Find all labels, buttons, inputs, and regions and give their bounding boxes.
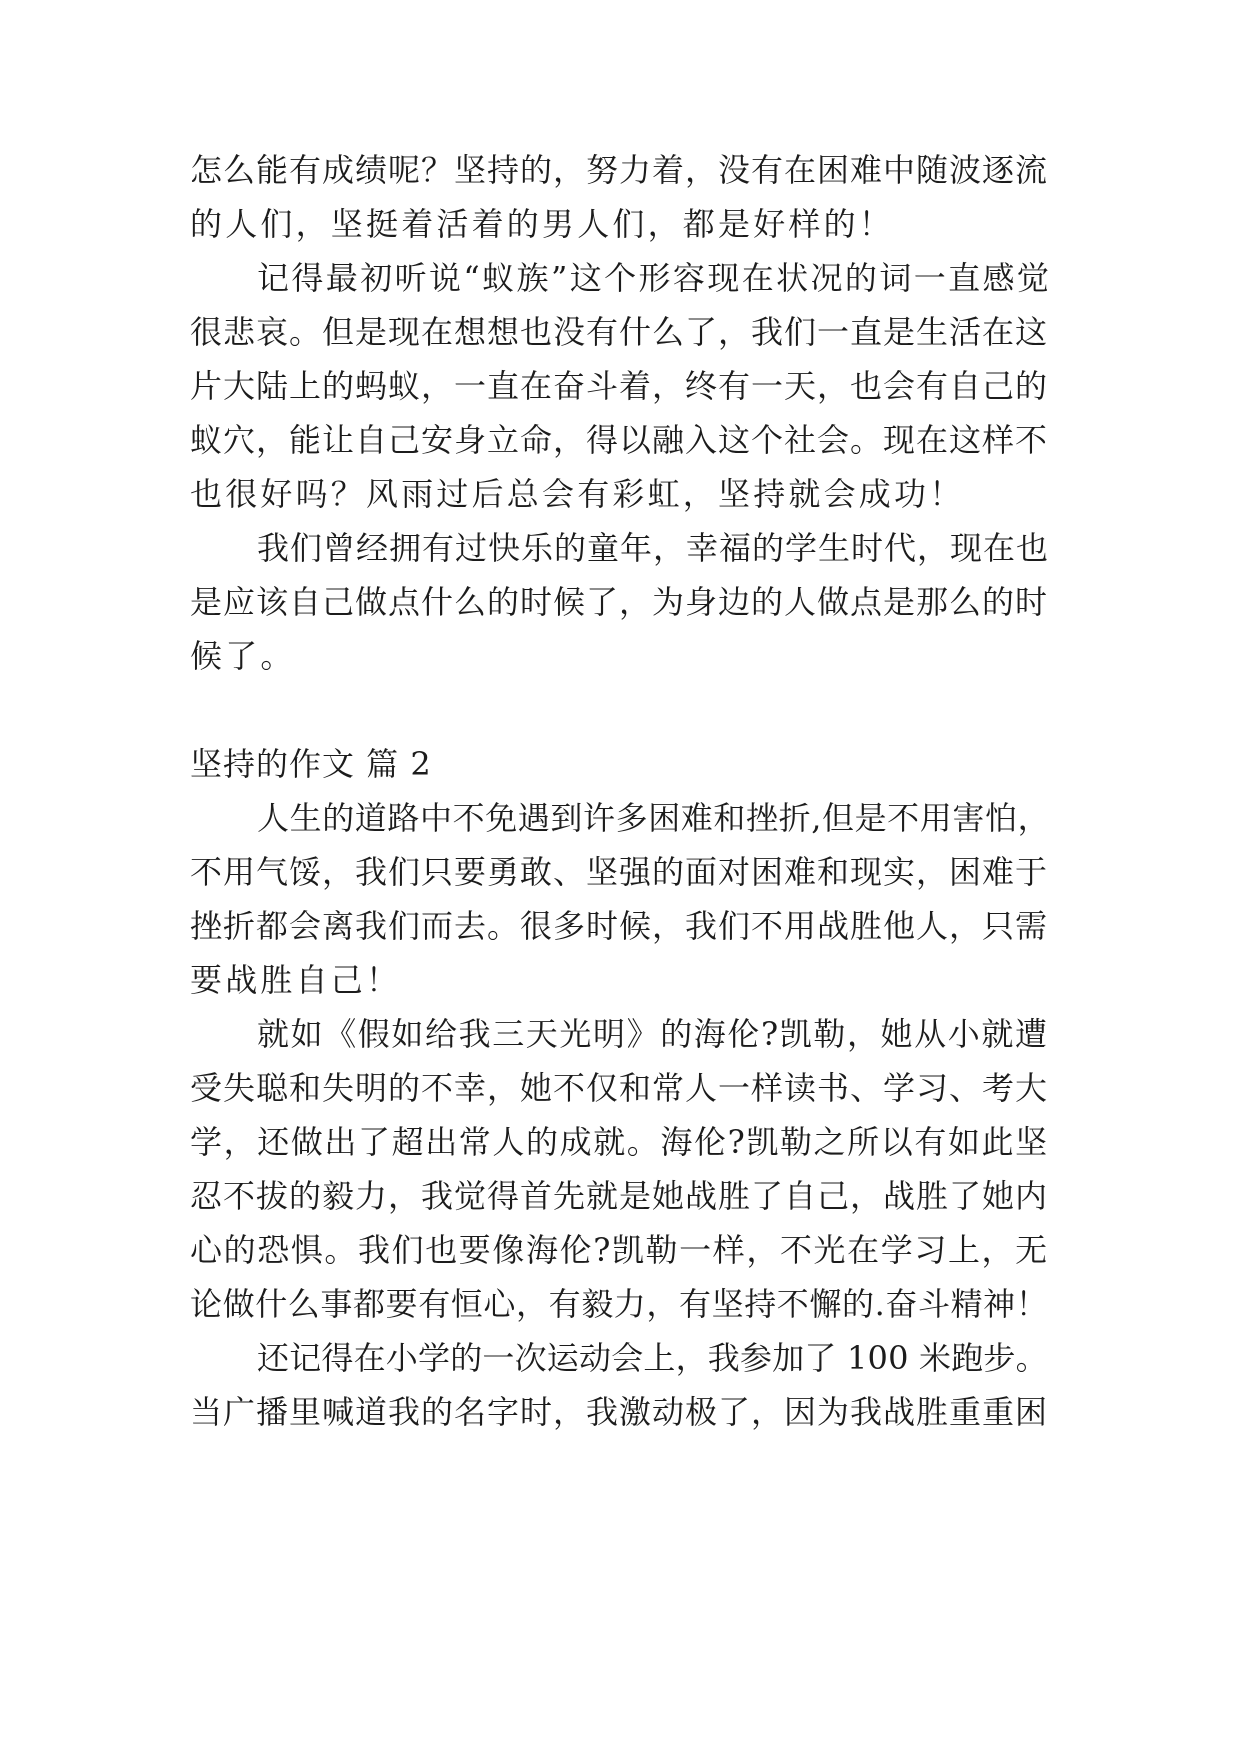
paragraph-1-line-1: 怎么能有成绩呢？坚持的，努力着，没有在困难中随波逐流 bbox=[190, 151, 1049, 189]
paragraph-4-line-3: 挫折都会离我们而去。很多时候，我们不用战胜他人，只需 bbox=[190, 907, 1049, 945]
paragraph-6-line-1: 还记得在小学的一次运动会上，我参加了 100 米跑步。 bbox=[257, 1339, 1048, 1377]
paragraph-3-line-1: 我们曾经拥有过快乐的童年，幸福的学生时代，现在也 bbox=[257, 529, 1050, 567]
paragraph-5-line-1: 就如《假如给我三天光明》的海伦?凯勒，她从小就遭 bbox=[257, 1015, 1049, 1053]
paragraph-4-line-4: 要战胜自己！ bbox=[190, 961, 402, 999]
paragraph-1-line-2: 的人们，坚挺着活着的男人们，都是好样的！ bbox=[190, 205, 895, 243]
paragraph-5-line-4: 忍不拔的毅力，我觉得首先就是她战胜了自己，战胜了她内 bbox=[190, 1177, 1049, 1215]
paragraph-2-line-3: 片大陆上的蚂蚁，一直在奋斗着，终有一天，也会有自己的 bbox=[190, 367, 1049, 405]
paragraph-5-line-3: 学，还做出了超出常人的成就。海伦?凯勒之所以有如此坚 bbox=[190, 1123, 1049, 1161]
paragraph-4-line-1: 人生的道路中不免遇到许多困难和挫折,但是不用害怕， bbox=[257, 799, 1051, 837]
paragraph-5-line-2: 受失聪和失明的不幸，她不仅和常人一样读书、学习、考大 bbox=[190, 1069, 1049, 1107]
paragraph-2-line-1: 记得最初听说“蚁族”这个形容现在状况的词一直感觉 bbox=[257, 259, 1052, 297]
paragraph-5-line-5: 心的恐惧。我们也要像海伦?凯勒一样，不光在学习上，无 bbox=[190, 1231, 1049, 1269]
paragraph-3-line-3: 候了。 bbox=[190, 637, 296, 675]
paragraph-5-line-6: 论做什么事都要有恒心，有毅力，有坚持不懈的.奋斗精神！ bbox=[190, 1285, 1049, 1323]
paragraph-2-line-2: 很悲哀。但是现在想想也没有什么了，我们一直是生活在这 bbox=[190, 313, 1049, 351]
paragraph-2-line-4: 蚁穴，能让自己安身立命，得以融入这个社会。现在这样不 bbox=[190, 421, 1049, 459]
paragraph-4-line-2: 不用气馁，我们只要勇敢、坚强的面对困难和现实，困难于 bbox=[190, 853, 1049, 891]
section-heading: 坚持的作文 篇 2 bbox=[190, 745, 432, 783]
paragraph-2-line-5: 也很好吗？风雨过后总会有彩虹，坚持就会成功！ bbox=[190, 475, 965, 513]
paragraph-3-line-2: 是应该自己做点什么的时候了，为身边的人做点是那么的时 bbox=[190, 583, 1049, 621]
paragraph-6-line-2: 当广播里喊道我的名字时，我激动极了，因为我战胜重重困 bbox=[190, 1393, 1049, 1431]
